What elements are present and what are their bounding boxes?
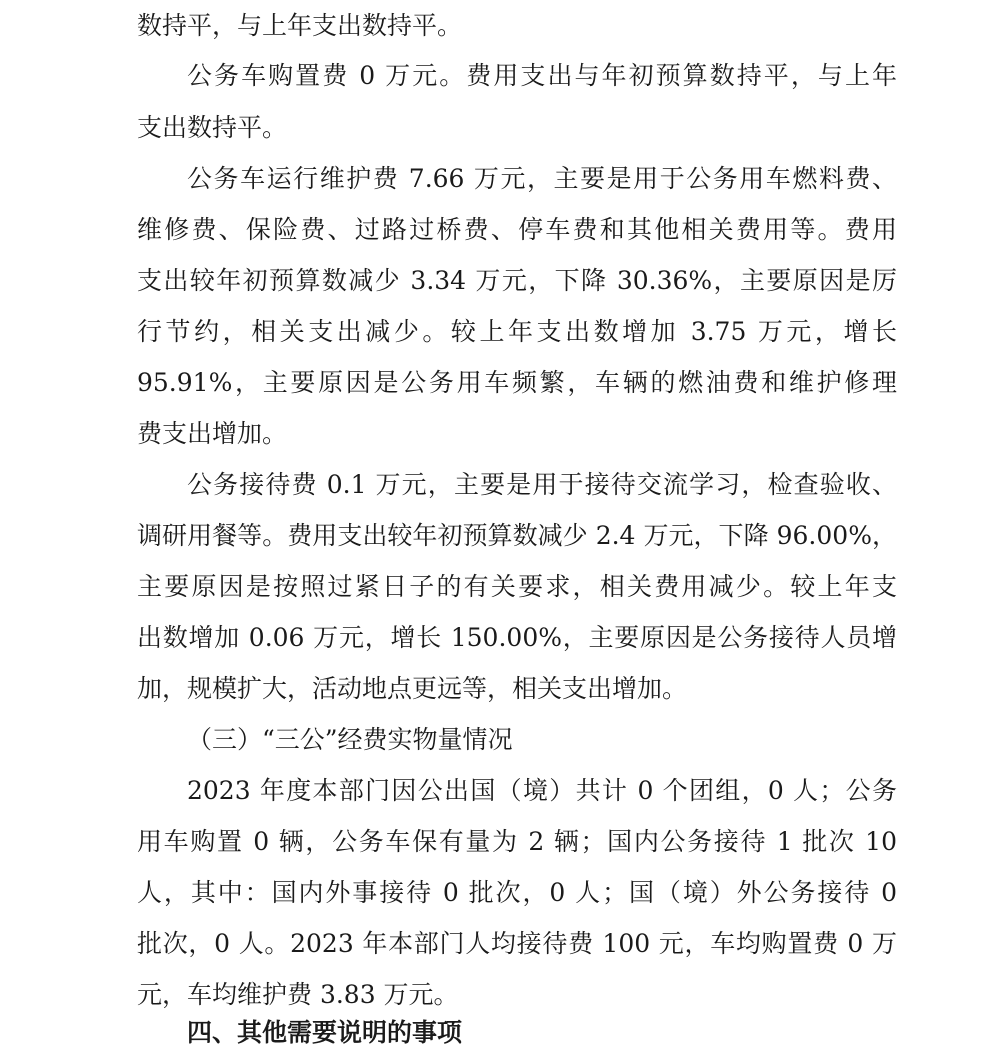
- text-line: 数持平，与上年支出数持平。: [137, 11, 463, 40]
- text-line: 支出较年初预算数减少 3.34 万元，下降 30.36%，主要原因是厉: [137, 266, 897, 295]
- text-line: 公务车运行维护费 7.66 万元，主要是用于公务用车燃料费、: [187, 164, 897, 193]
- text-line: 支出数持平。: [137, 113, 288, 142]
- text-line: 出数增加 0.06 万元，增长 150.00%，主要原因是公务接待人员增: [137, 623, 897, 652]
- text-line: 公务接待费 0.1 万元，主要是用于接待交流学习，检查验收、: [187, 470, 897, 499]
- text-line: 批次，0 人。2023 年本部门人均接待费 100 元，车均购置费 0 万: [137, 929, 897, 958]
- chapter-heading: 四、其他需要说明的事项: [187, 1018, 463, 1047]
- text-line: 加，规模扩大，活动地点更远等，相关支出增加。: [137, 674, 688, 703]
- text-line: 2023 年度本部门因公出国（境）共计 0 个团组，0 人；公务: [187, 776, 897, 805]
- text-line: 用车购置 0 辆，公务车保有量为 2 辆；国内公务接待 1 批次 10: [137, 827, 897, 856]
- text-line: 公务车购置费 0 万元。费用支出与年初预算数持平，与上年: [187, 61, 897, 90]
- text-line: 主要原因是按照过紧日子的有关要求，相关费用减少。较上年支: [137, 572, 897, 601]
- text-line: 95.91%，主要原因是公务用车频繁，车辆的燃油费和维护修理: [137, 368, 897, 397]
- text-line: 人，其中：国内外事接待 0 批次，0 人；国（境）外公务接待 0: [137, 878, 897, 907]
- text-line: 调研用餐等。费用支出较年初预算数减少 2.4 万元，下降 96.00%，: [137, 521, 897, 550]
- text-line: 维修费、保险费、过路过桥费、停车费和其他相关费用等。费用: [137, 215, 897, 244]
- text-line: 元，车均维护费 3.83 万元。: [137, 980, 459, 1009]
- text-line: 行节约，相关支出减少。较上年支出数增加 3.75 万元，增长: [137, 317, 897, 346]
- text-line: 费支出增加。: [137, 419, 288, 448]
- section-heading: （三）“三公”经费实物量情况: [187, 725, 513, 754]
